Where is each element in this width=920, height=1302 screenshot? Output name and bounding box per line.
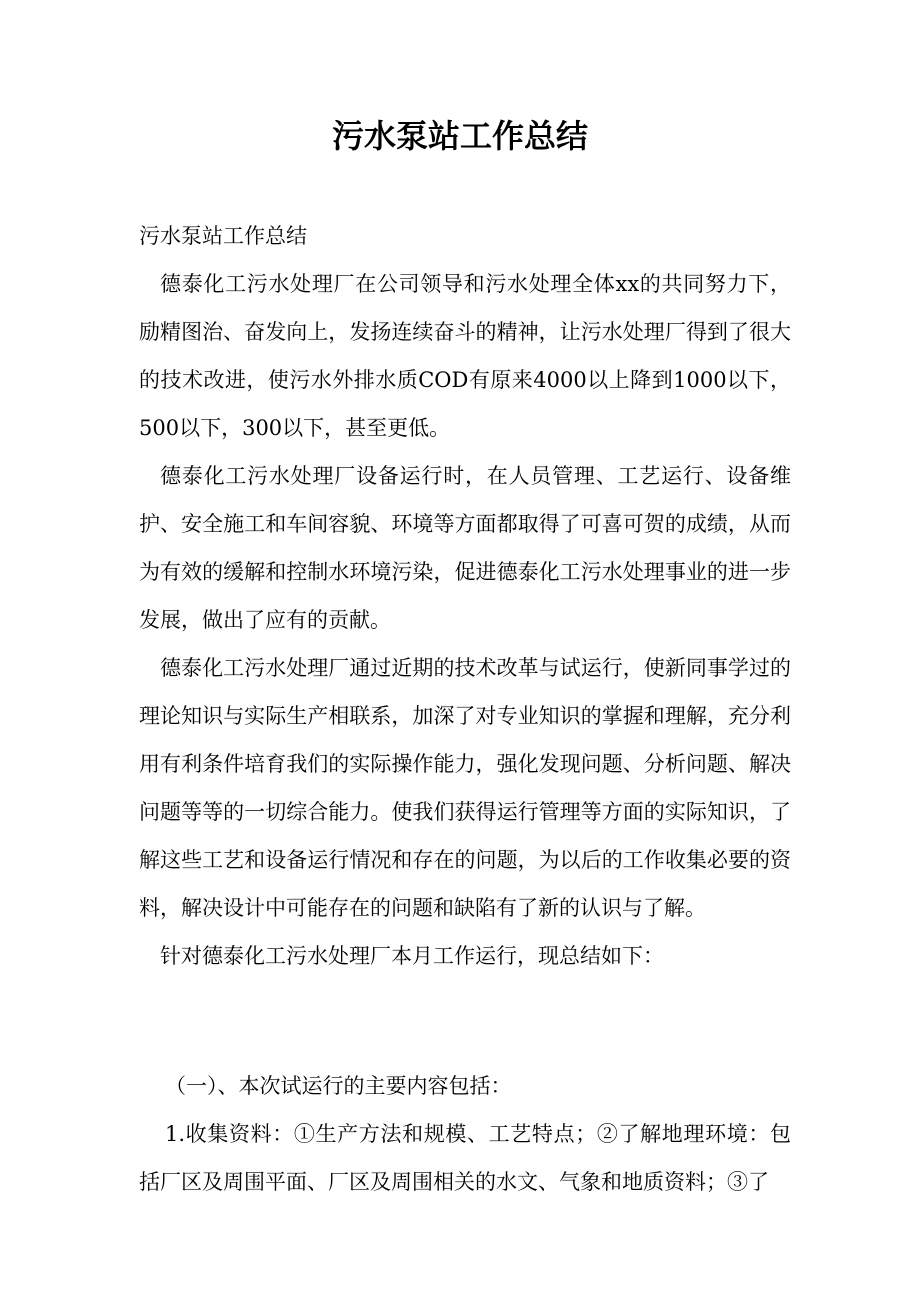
section-spacer: [139, 980, 791, 1062]
subtitle-line: 污水泵站工作总结: [139, 224, 307, 248]
list-item-1: 1.收集资料：①生产方法和规模、工艺特点；②了解地理环境：包括厂区及周围平面、厂区及周围相关的水文、气象和地质资料；③了: [139, 1122, 791, 1194]
document-title: 污水泵站工作总结: [331, 117, 588, 155]
paragraph-1: 德泰化工污水处理厂在公司领导和污水处理全体xx的共同努力下，励精图治、奋发向上，发扬连续奋斗的精神，让污水处理厂得到了很大的技术改进，使污水外排水质COD有原来4000以上降到1000以下，500以下，300以下，甚至更低。: [139, 272, 791, 440]
paragraph-3: 德泰化工污水处理厂通过近期的技术改革与试运行，使新同事学过的理论知识与实际生产相联系，加深了对专业知识的掌握和理解，充分利用有利条件培育我们的实际操作能力，强化发现问题、分析问题、解决问题等等的一切综合能力。使我们获得运行管理等方面的实际知识，了解这些工艺和设备运行情况和存在的问题，为以后的工作收集必要的资料，解决设计中可能存在的问题和缺陷有了新的认识与了解。: [139, 656, 791, 920]
document-body: [139, 212, 791, 1206]
section-heading: （一）、本次试运行的主要内容包括：: [165, 1074, 512, 1098]
paragraph-2: 德泰化工污水处理厂设备运行时，在人员管理、工艺运行、设备维护、安全施工和车间容貌、环境等方面都取得了可喜可贺的成绩，从而为有效的缓解和控制水环境污染，促进德泰化工污水处理事业的进一步发展，做出了应有的贡献。: [139, 464, 791, 632]
paragraph-4: 针对德泰化工污水处理厂本月工作运行，现总结如下：: [160, 944, 664, 968]
